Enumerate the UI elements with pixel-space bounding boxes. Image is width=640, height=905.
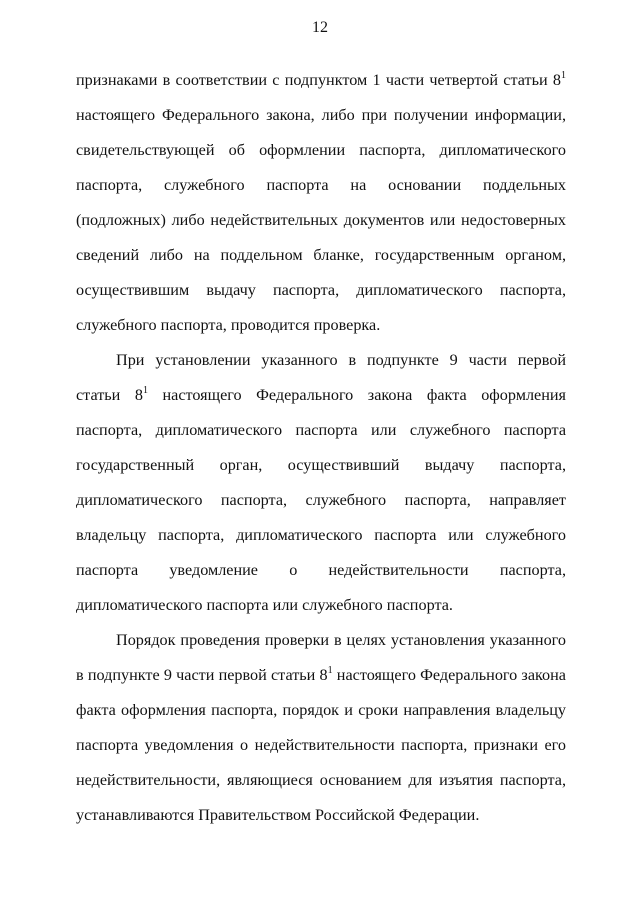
paragraph-text-start: признаками в соответствии с подпунктом 1 части четвертой статьи 8 (76, 71, 561, 89)
paragraph-notification (76, 343, 566, 623)
document-body (76, 63, 566, 833)
paragraph-text-end: настоящего Федерального закона факта оформления паспорта, дипломатического паспорта или служебного паспорта государственный орган, осуществивший выдачу паспорта, дипломатического паспорта, служебного паспорта, направляет владельцу паспорта, дипломатического паспорта или служебного паспорта уведомление о недействительности паспорта, дипломатического паспорта или служебного паспорта. (76, 386, 566, 614)
superscript-article-number: 1 (142, 385, 148, 396)
paragraph-continuation (76, 63, 566, 343)
paragraph-text-end: настоящего Федерального закона факта оформления паспорта, порядок и сроки направления владельцу паспорта уведомления о недействительности паспорта, признаки его недействительности, являющиеся основанием для изъятия паспорта, устанавливаются Правительством Российской Федерации. (76, 666, 566, 824)
paragraph-text-start: Порядок проведения проверки в целях установления указанного в подпункте 9 части первой статьи 8 (76, 631, 566, 684)
superscript-article-number: 1 (327, 665, 333, 676)
paragraph-text-start: При установлении указанного в подпункте 9 части первой статьи 8 (76, 351, 566, 404)
superscript-article-number: 1 (561, 70, 566, 81)
paragraph-text-end: настоящего Федерального закона, либо при получении информации, свидетельствующей об оформлении паспорта, дипломатического паспорта, служебного паспорта на основании поддельных (подложных) либо недействительных документов или недостоверных сведений либо на поддельном бланке, государственным органом, осуществившим выдачу паспорта, дипломатического паспорта, служебного паспорта, проводится проверка. (76, 106, 566, 334)
page-number: 12 (312, 19, 328, 36)
paragraph-procedure (76, 623, 566, 833)
